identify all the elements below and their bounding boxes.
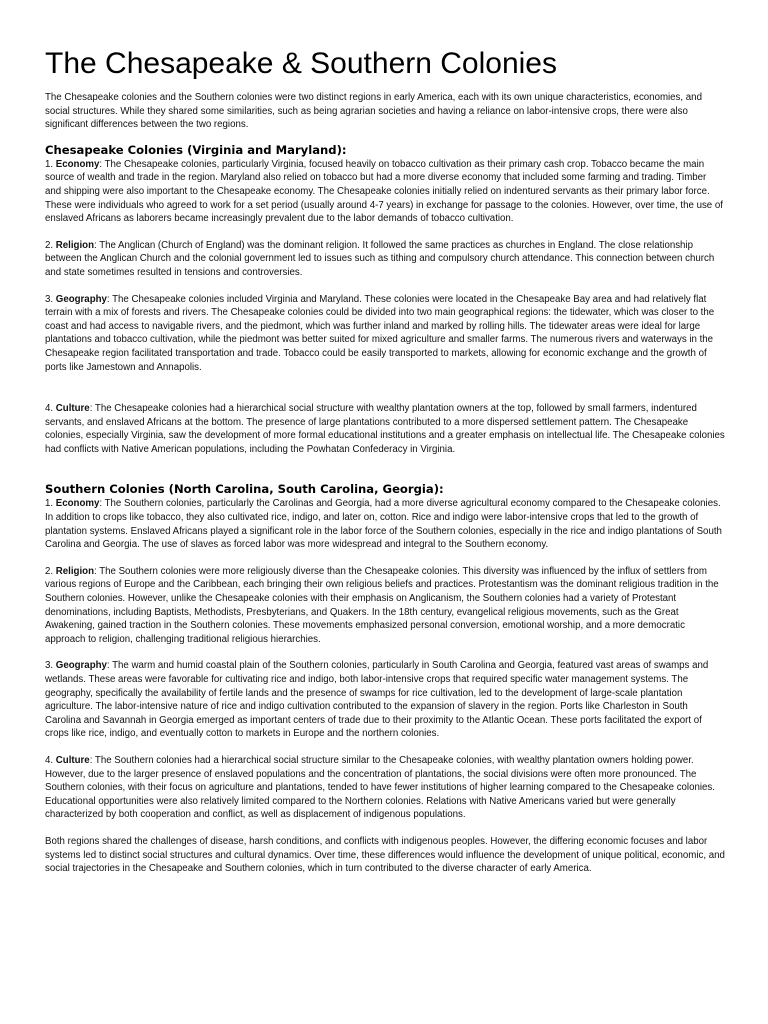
item-text: : The Southern colonies had a hierarchical social structure similar to the Chesapeake colonies, with wealthy plantation owners holding power. However, due to the larger presence of enslaved populations and the concentration of plantations, the social divisions were often more pronounced. The Southern colonies, with their focus on agriculture and plantations, tended to have fewer institutions of higher learning compared to the Chesapeake colonies. Educational opportunities were also relatively limited compared to the Northern colonies. Relations with Native Americans varied but were generally characterized by both cooperation and conflict, as well as displacement of indigenous populations.: [45, 754, 715, 821]
item-label: Culture: [55, 754, 90, 766]
item-number: 4.: [45, 403, 56, 415]
item-text: : The Southern colonies, particularly the Carolinas and Georgia, had a more diverse agricultural economy compared to the Chesapeake colonies. In addition to crops like tobacco, they also cultivated rice, indigo, and later on, cotton. Rice and indigo were labor-intensive crops that led to the growth of plantation systems. Enslaved Africans played a significant role in the labor force of the Southern colonies, especially in the rice and indigo plantations of South Carolina and Georgia. The use of slaves as forced labor was more widespread and integral to the Southern economy.: [45, 498, 722, 551]
item-label: Religion: [55, 239, 94, 251]
southern-culture-paragraph: [45, 754, 725, 822]
item-text: : The Chesapeake colonies included Virginia and Maryland. These colonies were located in the Chesapeake Bay area and had relatively flat terrain with a mix of forests and rivers. The Chesapeake colonies could be divided into two main geographical regions: the tidewater, which was closer to the coast and had access to navigable rivers, and the piedmont, which was further inland and marked by rolling hills. The tidewater areas were ideal for large plantations and tobacco cultivation, while the piedmont was better suited for mixed agriculture and smaller farms. The numerous rivers and waterways in the Chesapeake region facilitated transportation and trade. Tobacco could be easily transported to markets, allowing for economic exchange and the growth of ports like Jamestown and Annapolis.: [45, 293, 715, 373]
intro-paragraph: The Chesapeake colonies and the Southern colonies were two distinct regions in early America, each with its own unique characteristics, economies, and social structures. While they shared some similarities, such as being agrarian societies and having a reliance on labor-intensive crops, there were also significant differences between the two regions.: [45, 92, 702, 131]
chesapeake-culture-paragraph: [45, 402, 725, 456]
item-label: Economy: [55, 158, 100, 170]
item-number: 4.: [45, 754, 56, 766]
chesapeake-geography-paragraph: [45, 293, 725, 375]
item-number: 1.: [45, 158, 56, 170]
item-number: 2.: [45, 239, 56, 251]
southern-heading: Southern Colonies (North Carolina, South Carolina, Georgia):: [45, 482, 444, 497]
item-label: Geography: [55, 293, 107, 305]
item-text: : The Chesapeake colonies, particularly Virginia, focused heavily on tobacco cultivation as their primary cash crop. Tobacco became the main source of wealth and trade in the region. Maryland also relied on tobacco but had a more diverse economy that included some farming and trading. Timber and shipping were also important to the Chesapeake economy. The Chesapeake colonies initially relied on indentured servants as their primary labor force. These were individuals who agreed to work for a set period (usually around 4-7 years) in exchange for passage to the colonies. However, over time, the use of enslaved Africans as laborers became increasingly prevalent due to the labor demands of tobacco cultivation.: [45, 158, 723, 225]
item-label: Culture: [55, 403, 90, 415]
item-number: 1.: [45, 498, 56, 510]
item-text: : The Anglican (Church of England) was the dominant religion. It followed the same practices as churches in England. The close relationship between the Anglican Church and the colonial government led to issues such as tithing and compulsory church attendance. This connection between church and state sometimes resulted in tensions and controversies.: [45, 239, 715, 278]
item-label: Religion: [55, 565, 94, 577]
item-text: : The Southern colonies were more religiously diverse than the Chesapeake colonies. This diversity was influenced by the influx of settlers from various regions of Europe and the Caribbean, each bringing their own religious beliefs and practices. Protestantism was the dominant religious tradition in the Southern colonies. However, unlike the Chesapeake colonies with their emphasis on Anglicanism, the Southern colonies had a variety of Protestant denominations, including Baptists, Methodists, Presbyterians, and Quakers. In the 18th century, evangelical religious movements, such as the Great Awakening, gained traction in the Southern colonies. These movements emphasized personal conversion, emotional worship, and a more democratic approach to religion, challenging traditional religious hierarchies.: [45, 565, 719, 645]
item-label: Economy: [55, 498, 100, 510]
item-number: 2.: [45, 565, 56, 577]
item-number: 3.: [45, 660, 56, 672]
item-text: : The Chesapeake colonies had a hierarchical social structure with wealthy plantation owners at the top, followed by small farmers, indentured servants, and enslaved Africans at the bottom. The presence of large plantations contributed to a more dispersed settlement pattern. The Chesapeake colonies, especially Virginia, saw the development of more formal educational institutions and a greater emphasis on intellectual life. The Chesapeake colonies had conflicts with Native American populations, including the Powhatan Confederacy in Virginia.: [45, 403, 725, 455]
conclusion-paragraph: Both regions shared the challenges of disease, harsh conditions, and conflicts with indigenous peoples. However, the differing economic focuses and labor systems led to distinct social structures and cultural dynamics. Over time, these differences would influence the development of unique political, economic, and social trajectories in the Chesapeake and Southern colonies, which in turn contributed to the diverse character of early America.: [45, 835, 725, 875]
item-text: : The warm and humid coastal plain of the Southern colonies, particularly in South Carolina and Georgia, featured vast areas of swamps and wetlands. These areas were favorable for cultivating rice and indigo, both labor-intensive crops that required specific water management systems. The geography, specifically the availability of fertile lands and the presence of swamps for rice cultivation, led to the development of large-scale plantation agriculture. The labor-intensive nature of rice and indigo cultivation contributed to the expansion of slavery in the region. Ports like Charleston in South Carolina and Savannah in Georgia emerged as important centers of trade due to their proximity to the Atlantic Ocean. These ports facilitated the export of crops like rice, indigo, and eventually cotton to markets in Europe and the northern colonies.: [45, 660, 709, 740]
southern-economy-paragraph: [45, 497, 725, 551]
item-label: Geography: [55, 660, 107, 672]
southern-geography-paragraph: [45, 659, 725, 741]
chesapeake-religion-paragraph: [45, 239, 725, 280]
item-number: 3.: [45, 293, 56, 305]
chesapeake-heading: Chesapeake Colonies (Virginia and Maryland):: [45, 142, 347, 157]
page-title: The Chesapeake & Southern Colonies: [45, 47, 557, 80]
chesapeake-economy-paragraph: [45, 158, 725, 226]
document-page: [45, 45, 725, 876]
southern-religion-paragraph: [45, 565, 725, 647]
